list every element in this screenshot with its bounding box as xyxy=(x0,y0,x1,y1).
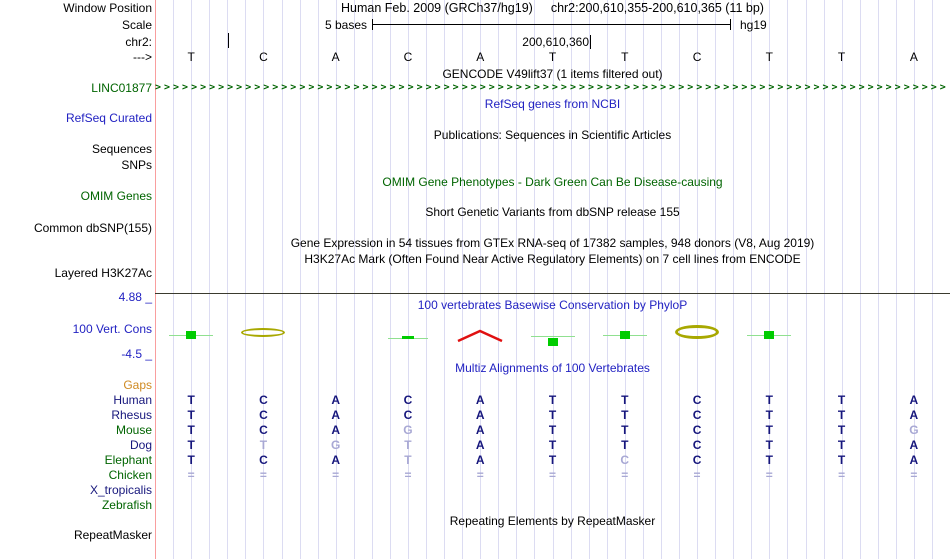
alignment-base-rhesus: T xyxy=(548,408,557,422)
alignment-base-chicken: = xyxy=(259,468,267,482)
track-label-mouse[interactable]: Mouse xyxy=(115,423,152,437)
track-label-common-dbsnp[interactable]: Common dbSNP(155) xyxy=(33,221,152,235)
track-title-gencode[interactable]: GENCODE V49lift37 (1 items filtered out) xyxy=(442,67,663,81)
alignment-base-mouse: T xyxy=(187,423,195,437)
track-label-human[interactable]: Human xyxy=(113,393,152,407)
alignment-base-dog: T xyxy=(765,438,773,452)
alignment-base-rhesus: A xyxy=(331,408,340,422)
base-letter: A xyxy=(909,50,918,64)
alignment-base-chicken: = xyxy=(404,468,412,482)
assembly-label: Human Feb. 2009 (GRCh37/hg19) xyxy=(341,1,533,15)
alignment-base-chicken: = xyxy=(332,468,340,482)
linc01877-gene-body[interactable]: >>>>>>>>>>>>>>>>>>>>>>>>>>>>>>>>>>>>>>>>>>>>>>>>>>>>>>>>>>>>>>>>>>>>>>>>>>>>>>>>>>>>>>>> xyxy=(155,83,949,93)
alignment-base-rhesus: A xyxy=(909,408,919,422)
alignment-base-chicken: = xyxy=(838,468,846,482)
track-title-publications[interactable]: Publications: Sequences in Scientific Articles xyxy=(433,128,672,142)
track-title-gtex[interactable]: Gene Expression in 54 tissues from GTEx RNA-seq of 17382 samples, 948 donors (V8, Aug 2019) xyxy=(290,236,815,250)
alignment-base-mouse: C xyxy=(259,423,268,437)
track-title-omim[interactable]: OMIM Gene Phenotypes - Dark Green Can Be Disease-causing xyxy=(382,175,723,189)
alignment-base-dog: T xyxy=(621,438,629,452)
alignment-base-human: C xyxy=(403,393,413,407)
alignment-base-human: T xyxy=(765,393,773,407)
conservation-glyph-t xyxy=(548,338,558,346)
alignment-base-elephant: T xyxy=(404,453,412,467)
track-label-omim-genes[interactable]: OMIM Genes xyxy=(80,189,152,203)
alignment-base-mouse: G xyxy=(909,423,919,437)
base-letter: T xyxy=(621,50,629,64)
alignment-base-elephant: T xyxy=(548,453,557,467)
track-label-refseq-curated[interactable]: RefSeq Curated xyxy=(65,111,152,125)
alignment-base-elephant: C xyxy=(692,453,702,467)
conservation-glyph-line xyxy=(531,336,575,337)
track-title-phylop[interactable]: 100 vertebrates Basewise Conservation by PhyloP xyxy=(417,298,688,312)
track-label-rhesus[interactable]: Rhesus xyxy=(111,408,152,422)
base-letter: C xyxy=(403,50,413,64)
alignment-base-rhesus: T xyxy=(837,408,846,422)
alignment-base-chicken: = xyxy=(910,468,918,482)
track-title-h3k27ac[interactable]: H3K27Ac Mark (Often Found Near Active Regulatory Elements) on 7 cell lines from ENCODE xyxy=(304,252,801,266)
alignment-base-dog: T xyxy=(837,438,846,452)
alignment-base-rhesus: C xyxy=(692,408,702,422)
conservation-glyph-t xyxy=(764,331,774,339)
alignment-base-human: T xyxy=(187,393,195,407)
track-label-dog[interactable]: Dog xyxy=(129,438,152,452)
alignment-base-elephant: T xyxy=(765,453,773,467)
alignment-base-chicken: = xyxy=(548,468,556,482)
alignment-base-dog: C xyxy=(692,438,702,452)
conservation-glyph-a xyxy=(456,329,504,343)
scale-label: 5 bases xyxy=(324,18,367,32)
alignment-base-dog: T xyxy=(259,438,268,452)
base-letter: A xyxy=(331,50,340,64)
alignment-base-elephant: T xyxy=(187,453,195,467)
alignment-base-mouse: T xyxy=(837,423,846,437)
label-chromosome: chr2: xyxy=(125,35,152,49)
alignment-base-chicken: = xyxy=(187,468,195,482)
conservation-track-border xyxy=(155,293,950,294)
conservation-glyph-t xyxy=(186,331,196,339)
alignment-base-human: C xyxy=(692,393,702,407)
conservation-glyph-t xyxy=(402,336,414,339)
assembly-short-label: hg19 xyxy=(740,18,767,32)
alignment-base-mouse: G xyxy=(403,423,413,437)
alignment-base-rhesus: T xyxy=(187,408,195,422)
alignment-base-elephant: A xyxy=(475,453,485,467)
track-label-x_tropicalis[interactable]: X_tropicalis xyxy=(89,483,152,497)
alignment-base-rhesus: T xyxy=(621,408,629,422)
alignment-base-human: T xyxy=(548,393,557,407)
base-letter: T xyxy=(548,50,557,64)
base-letter: T xyxy=(765,50,773,64)
alignment-base-human: A xyxy=(475,393,485,407)
conservation-glyph-t xyxy=(620,331,630,339)
track-title-repeatmasker[interactable]: Repeating Elements by RepeatMasker xyxy=(449,514,656,528)
alignment-base-mouse: A xyxy=(331,423,340,437)
window-position-header xyxy=(155,2,950,15)
alignment-base-elephant: A xyxy=(331,453,340,467)
alignment-base-rhesus: C xyxy=(259,408,268,422)
label-direction-arrow: ---> xyxy=(133,50,152,64)
alignment-base-dog: T xyxy=(187,438,195,452)
label-scale: Scale xyxy=(121,18,152,32)
scale-bar-right-cap xyxy=(730,19,731,30)
alignment-base-human: A xyxy=(909,393,919,407)
track-title-multiz[interactable]: Multiz Alignments of 100 Vertebrates xyxy=(455,361,650,375)
base-letter: T xyxy=(837,50,846,64)
track-title-dbsnp[interactable]: Short Genetic Variants from dbSNP release 155 xyxy=(425,205,680,219)
alignment-base-elephant: C xyxy=(620,453,630,467)
base-letter: C xyxy=(692,50,702,64)
alignment-base-human: T xyxy=(837,393,846,407)
track-label-snps[interactable]: SNPs xyxy=(121,158,152,172)
track-label-chicken[interactable]: Chicken xyxy=(108,468,152,482)
alignment-base-chicken: = xyxy=(765,468,773,482)
alignment-base-elephant: T xyxy=(837,453,846,467)
track-label-repeatmasker[interactable]: RepeatMasker xyxy=(73,528,152,542)
position-range-label: chr2:200,610,355-200,610,365 (11 bp) xyxy=(550,1,764,15)
conservation-glyph-c xyxy=(675,325,719,339)
track-label-zebrafish[interactable]: Zebrafish xyxy=(101,498,152,512)
alignment-base-rhesus: A xyxy=(475,408,485,422)
alignment-base-dog: T xyxy=(404,438,412,452)
alignment-base-human: A xyxy=(331,393,340,407)
track-label-linc01877[interactable]: LINC01877 xyxy=(91,81,152,95)
alignment-base-chicken: = xyxy=(693,468,701,482)
position-tick-minor xyxy=(228,33,229,48)
alignment-base-dog: T xyxy=(548,438,557,452)
alignment-base-mouse: A xyxy=(475,423,485,437)
alignment-base-mouse: T xyxy=(621,423,629,437)
scale-bar xyxy=(372,24,730,25)
alignment-base-mouse: T xyxy=(765,423,773,437)
track-title-refseq[interactable]: RefSeq genes from NCBI xyxy=(484,97,621,111)
conservation-max-value: 4.88 _ xyxy=(118,290,152,304)
conservation-min-value: -4.5 _ xyxy=(121,347,152,361)
conservation-glyph-c xyxy=(241,328,285,337)
alignment-base-elephant: C xyxy=(259,453,268,467)
base-letter: A xyxy=(476,50,485,64)
track-label-gaps[interactable]: Gaps xyxy=(123,378,152,392)
alignment-base-rhesus: C xyxy=(403,408,413,422)
base-letter: C xyxy=(259,50,268,64)
alignment-base-chicken: = xyxy=(621,468,629,482)
alignment-base-human: T xyxy=(621,393,629,407)
track-label-sequences[interactable]: Sequences xyxy=(91,142,152,156)
alignment-base-dog: A xyxy=(475,438,485,452)
alignment-base-dog: G xyxy=(331,438,341,452)
alignment-base-mouse: C xyxy=(692,423,702,437)
scale-bar-left-cap xyxy=(372,19,373,30)
position-tick-label: 200,610,360 xyxy=(522,35,589,49)
label-window-position: Window Position xyxy=(63,1,152,15)
base-letter: T xyxy=(187,50,195,64)
alignment-base-rhesus: T xyxy=(765,408,773,422)
alignment-base-chicken: = xyxy=(476,468,484,482)
position-tick-major xyxy=(590,35,591,49)
alignment-base-dog: A xyxy=(909,438,919,452)
track-label-elephant[interactable]: Elephant xyxy=(104,453,152,467)
track-label-layered-h3k27ac[interactable]: Layered H3K27Ac xyxy=(54,266,152,280)
alignment-base-human: C xyxy=(259,393,268,407)
alignment-base-mouse: T xyxy=(548,423,557,437)
alignment-base-elephant: A xyxy=(909,453,919,467)
track-label-vert-cons[interactable]: 100 Vert. Cons xyxy=(72,322,152,336)
